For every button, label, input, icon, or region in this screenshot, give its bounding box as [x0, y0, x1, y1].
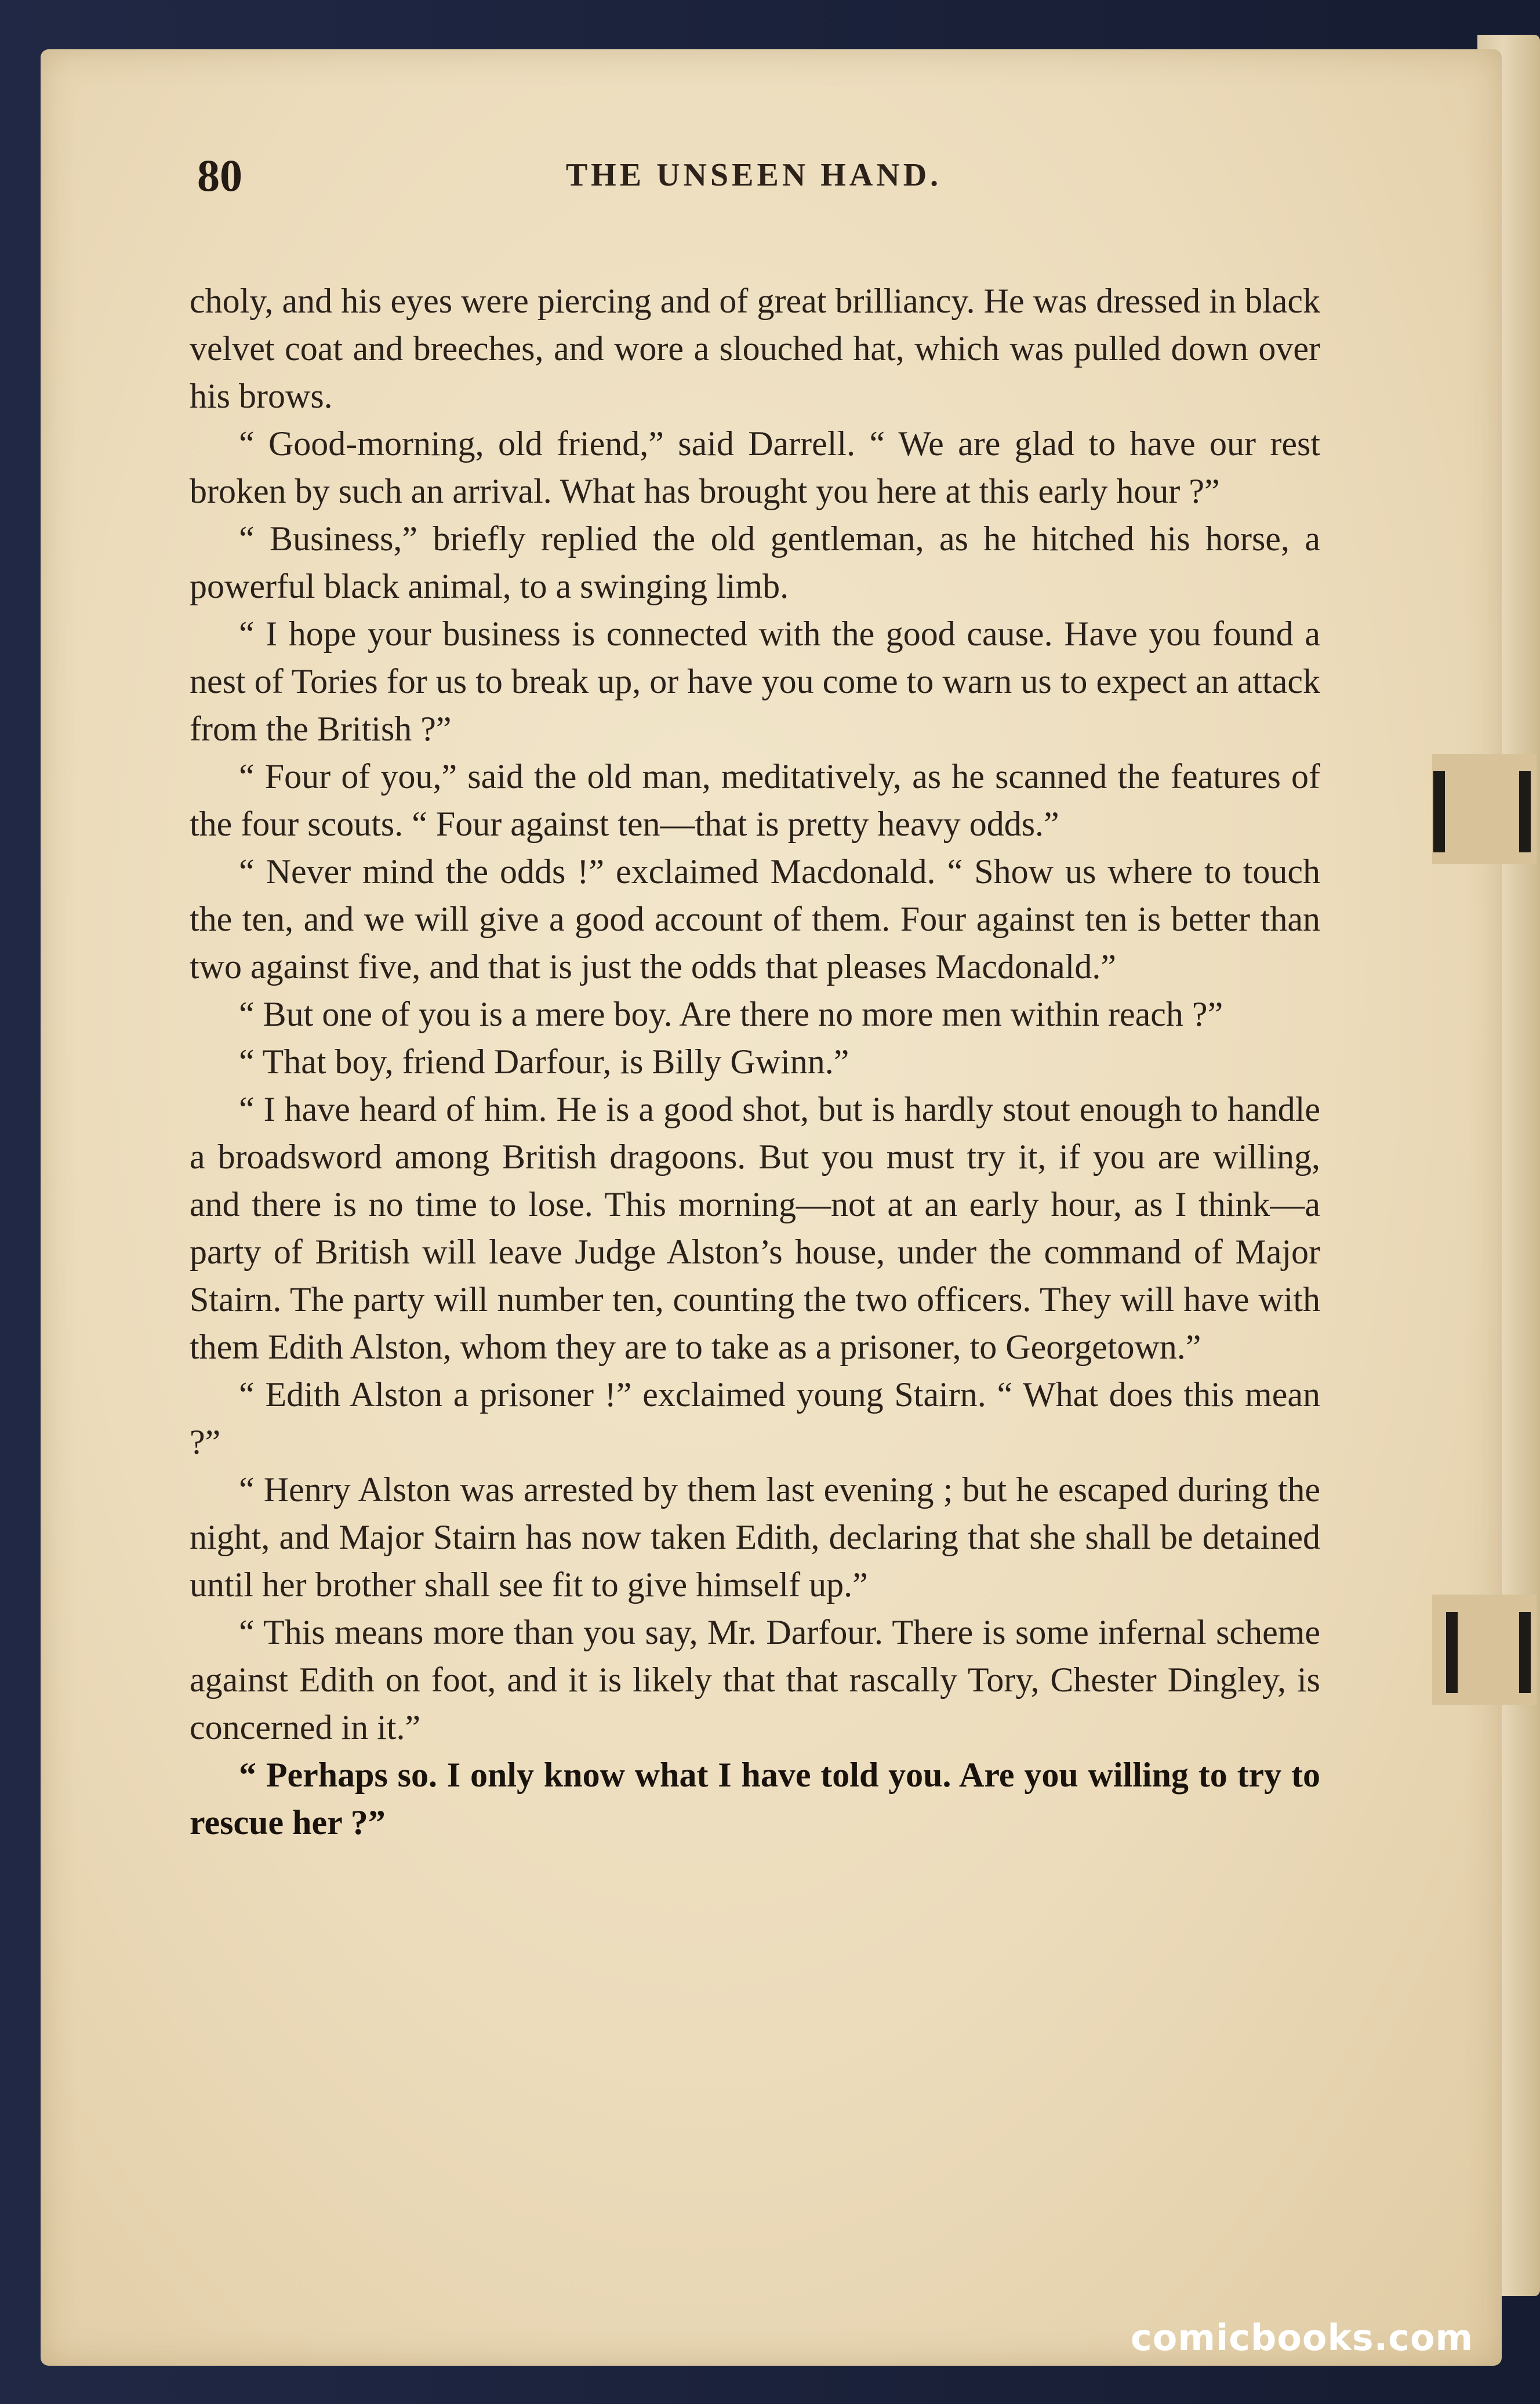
paragraph: “ This means more than you say, Mr. Darfour. There is some infernal scheme against Edith on foot, and it is likely that that rascally Tory, Chester Dingley, is concerned in it.” [190, 1613, 1320, 1746]
site-watermark: comicbooks.com [1131, 2316, 1474, 2359]
paragraph: “ Never mind the odds !” exclaimed Macdonald. “ Show us where to touch the ten, and we will give a good account of them. Four against ten is better than two against five, and that is just the odds that pleases Macdonald.” [190, 852, 1320, 986]
stitch-thread [1519, 771, 1531, 852]
running-head: THE UNSEEN HAND. [565, 157, 942, 193]
page-header [157, 144, 1351, 208]
page-number: 80 [197, 150, 242, 201]
paragraph: “ Perhaps so. I only know what I have told you. Are you willing to try to rescue her ?” [190, 1756, 1320, 1842]
paragraph: “ Henry Alston was arrested by them last evening ; but he escaped during the night, and Major Stairn has now taken Edith, declaring that she shall be detained until her brother shall see fit to give himself up.” [190, 1470, 1320, 1604]
paragraph: “ Business,” briefly replied the old gentleman, as he hitched his horse, a powerful black animal, to a swinging limb. [190, 520, 1320, 605]
binding-stitch-lower [1432, 1595, 1537, 1705]
paragraph: “ That boy, friend Darfour, is Billy Gwinn.” [239, 1043, 849, 1081]
stitch-thread [1433, 771, 1445, 852]
stitch-thread [1446, 1612, 1458, 1693]
binding-stitch-upper [1432, 754, 1537, 864]
paragraph: choly, and his eyes were piercing and of great brilliancy. He was dressed in black velvet coat and breeches, and wore a slouched hat, which was pulled down over his brows. [190, 282, 1320, 415]
paragraph: “ Good-morning, old friend,” said Darrell. “ We are glad to have our rest broken by such an arrival. What has brought you here at this early hour ?” [190, 424, 1320, 510]
paragraph: “ I have heard of him. He is a good shot, but is hardly stout enough to handle a broadsword among British dragoons. But you must try it, if you are willing, and there is no time to lose. This morning—not at an early hour, as I think—a party of British will leave Judge Alston’s house, under the command of Major Stairn. The party will number ten, counting the two officers. They will have with them Edith Alston, whom they are to take as a prisoner, to Georgetown.” [190, 1090, 1320, 1366]
paragraph: “ Four of you,” said the old man, meditatively, as he scanned the features of the four scouts. “ Four against ten—that is pretty heavy odds.” [190, 757, 1320, 843]
paragraph: “ I hope your business is connected with the good cause. Have you found a nest of Tories for us to break up, or have you come to warn us to expect an attack from the British ?” [190, 615, 1320, 748]
paragraph: “ Edith Alston a prisoner !” exclaimed young Stairn. “ What does this mean ?” [190, 1375, 1320, 1461]
stitch-thread [1519, 1612, 1531, 1693]
paragraph: “ But one of you is a mere boy. Are there no more men within reach ?” [239, 995, 1223, 1033]
body-text [190, 277, 1320, 1846]
